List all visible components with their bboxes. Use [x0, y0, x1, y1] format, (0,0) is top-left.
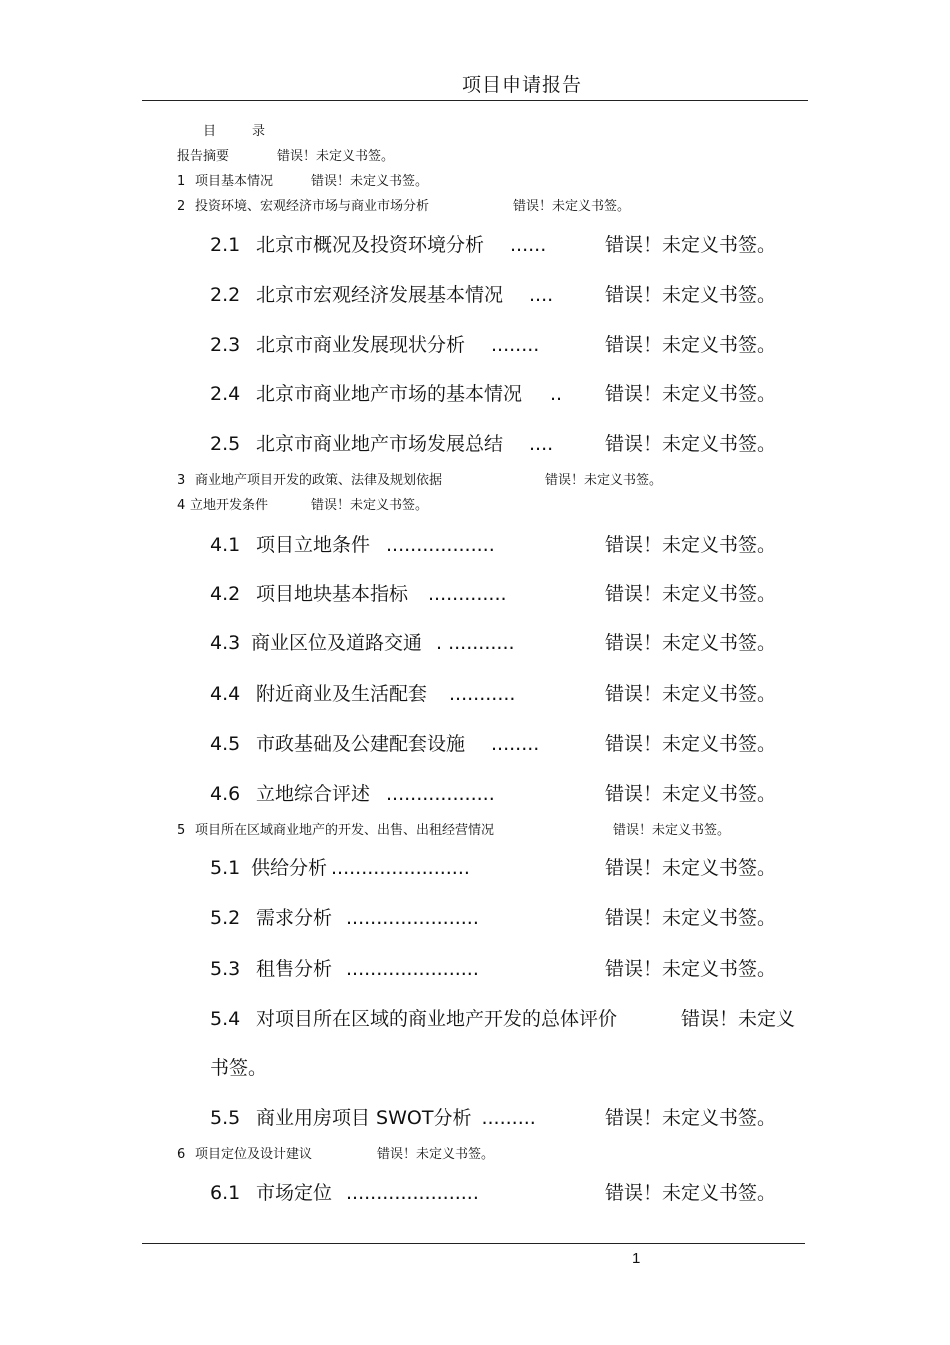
toc-entry[interactable] — [210, 779, 777, 806]
toc-entry-text: 项目地块基本指标 — [256, 583, 409, 605]
toc-entry-error: 错误！未定义书签。 — [605, 857, 777, 879]
toc-entry-number: 3 — [177, 473, 186, 488]
toc-entry-text: 北京市商业发展现状分析 — [256, 334, 466, 356]
toc-entry-error: 错误！未定义书签。 — [311, 498, 429, 513]
toc-entry-number: 4 — [177, 498, 186, 513]
toc-entry-leader: .................. — [386, 783, 495, 805]
toc-entry-error: 错误！未定义书签。 — [605, 1182, 777, 1204]
toc-entry-leader: ...................... — [346, 958, 479, 980]
toc-entry-text: 商业用房项目 SWOT分析 — [256, 1107, 472, 1129]
toc-entry-text: 北京市宏观经济发展基本情况 — [256, 284, 504, 306]
toc-entry-text: 项目基本情况 — [195, 174, 274, 189]
toc-entry-error: 错误！未定义书签。 — [605, 234, 777, 256]
toc-entry-number: 2.4 — [210, 383, 241, 405]
toc-entry[interactable] — [210, 954, 777, 981]
toc-entry-error: 错误！未定义书签。 — [605, 583, 777, 605]
toc-entry[interactable] — [210, 628, 777, 655]
toc-title-part1: 目 — [203, 124, 217, 139]
toc-entry-error-continued: 书签。 — [210, 1057, 268, 1079]
toc-entry-error: 错误！未定义书签。 — [605, 284, 777, 306]
toc-entry-number: 4.6 — [210, 783, 241, 805]
toc-entry-error: 错误！未定义书签。 — [377, 1147, 495, 1162]
toc-entry-number: 2.1 — [210, 234, 241, 256]
toc-entry[interactable] — [210, 230, 777, 257]
toc-entry[interactable] — [210, 679, 777, 706]
toc-entry-leader: ......... — [481, 1107, 536, 1129]
toc-entry[interactable] — [177, 170, 429, 189]
toc-entry-error: 错误！未定义书签。 — [605, 1107, 777, 1129]
toc-entry-error: 错误！未定义书签。 — [545, 473, 663, 488]
toc-entry-text: 项目所在区域商业地产的开发、出售、出租经营情况 — [195, 823, 495, 838]
toc-entry-error: 错误！未定义书签。 — [605, 632, 777, 654]
toc-entry-text: 商业区位及道路交通 — [251, 632, 423, 654]
toc-entry-number: 5.5 — [210, 1107, 241, 1129]
toc-entry-text: 北京市商业地产市场发展总结 — [256, 433, 504, 455]
toc-entry-text: 对项目所在区域的商业地产开发的总体评价 — [256, 1008, 618, 1030]
toc-entry-text: 报告摘要 — [177, 149, 230, 164]
toc-entry-text: 市场定位 — [256, 1182, 333, 1204]
toc-entry-leader: .... — [529, 433, 554, 455]
toc-entry-number: 6.1 — [210, 1182, 241, 1204]
toc-entry-leader: .. — [550, 383, 563, 405]
toc-entry-error: 错误！未定义书签。 — [605, 383, 777, 405]
toc-entry-number: 4.5 — [210, 733, 241, 755]
toc-entry[interactable] — [210, 729, 777, 756]
toc-entry-number: 2 — [177, 199, 186, 214]
header-rule — [142, 100, 808, 101]
toc-entry-leader: .... — [529, 284, 554, 306]
toc-entry[interactable] — [210, 530, 777, 557]
toc-entry[interactable] — [210, 903, 777, 930]
toc-title-part2: 录 — [252, 124, 266, 139]
toc-entry-leader: ...................... — [346, 1182, 479, 1204]
toc-entry-number: 4.1 — [210, 534, 241, 556]
toc-entry-leader: ........ — [491, 733, 540, 755]
toc-entry-number: 4.2 — [210, 583, 241, 605]
toc-entry[interactable] — [210, 1178, 777, 1205]
toc-entry[interactable] — [210, 579, 777, 606]
toc-entry-text: 供给分析 — [251, 857, 328, 879]
toc-entry-error: 错误！未定义书签。 — [513, 199, 631, 214]
toc-entry-number: 1 — [177, 174, 186, 189]
toc-entry-text: 北京市概况及投资环境分析 — [256, 234, 485, 256]
toc-entry-text: 投资环境、宏观经济市场与商业市场分析 — [195, 199, 430, 214]
toc-entry-text: 需求分析 — [256, 907, 333, 929]
toc-entry-number: 5.1 — [210, 857, 241, 879]
toc-entry-number: 6 — [177, 1147, 186, 1162]
toc-entry-number: 2.5 — [210, 433, 241, 455]
toc-entry-number: 2.3 — [210, 334, 241, 356]
toc-entry-error: 错误！未定义书签。 — [605, 433, 777, 455]
toc-entry[interactable] — [210, 429, 777, 456]
toc-entry[interactable] — [210, 853, 777, 880]
toc-entry-leader: ........ — [491, 334, 540, 356]
toc-entry[interactable] — [177, 494, 429, 513]
toc-entry[interactable] — [210, 1103, 777, 1130]
toc-entry-leader: ...................... — [346, 907, 479, 929]
toc-entry-number: 5 — [177, 823, 186, 838]
toc-title — [203, 120, 265, 139]
toc-entry-leader: ............. — [428, 583, 507, 605]
toc-entry-text: 商业地产项目开发的政策、法律及规划依据 — [195, 473, 443, 488]
toc-entry-error: 错误！未定义书签。 — [605, 534, 777, 556]
toc-entry-error: 错误！未定义书签。 — [605, 334, 777, 356]
toc-entry-number: 4.3 — [210, 632, 241, 654]
toc-entry-error: 错误！未定义 — [681, 1008, 796, 1030]
toc-entry[interactable] — [210, 330, 777, 357]
toc-entry-leader: ...... — [510, 234, 547, 256]
toc-entry-text: 附近商业及生活配套 — [256, 683, 428, 705]
toc-entry-error: 错误！未定义书签。 — [605, 783, 777, 805]
toc-entry-text: 租售分析 — [256, 958, 333, 980]
toc-entry-error: 错误！未定义书签。 — [277, 149, 395, 164]
toc-entry-text: 北京市商业地产市场的基本情况 — [256, 383, 523, 405]
toc-entry-text: 市政基础及公建配套设施 — [256, 733, 466, 755]
toc-entry-text: 项目立地条件 — [256, 534, 371, 556]
toc-entry[interactable] — [177, 1143, 495, 1162]
page-header-title: 项目申请报告 — [462, 74, 583, 96]
toc-entry[interactable] — [177, 195, 631, 214]
toc-entry[interactable] — [177, 469, 663, 488]
toc-entry-error: 错误！未定义书签。 — [605, 733, 777, 755]
toc-entry-number: 5.3 — [210, 958, 241, 980]
toc-entry[interactable] — [177, 145, 395, 164]
toc-entry[interactable] — [177, 819, 731, 838]
toc-entry-error: 错误！未定义书签。 — [605, 907, 777, 929]
toc-entry-number: 4.4 — [210, 683, 241, 705]
toc-entry[interactable] — [210, 1004, 796, 1031]
toc-entry-leader: ........... — [449, 683, 516, 705]
toc-entry-number: 5.4 — [210, 1008, 241, 1030]
toc-entry-leader: .................. — [386, 534, 495, 556]
toc-entry-leader: ....................... — [331, 857, 470, 879]
toc-entry-error: 错误！未定义书签。 — [605, 958, 777, 980]
footer-rule — [142, 1243, 805, 1244]
page-number: 1 — [632, 1250, 641, 1267]
toc-entry-text: 立地开发条件 — [190, 498, 269, 513]
toc-entry-text: 立地综合评述 — [256, 783, 371, 805]
toc-entry-error: 错误！未定义书签。 — [311, 174, 429, 189]
toc-entry-number: 5.2 — [210, 907, 241, 929]
toc-entry[interactable] — [210, 280, 777, 307]
toc-entry-error: 错误！未定义书签。 — [613, 823, 731, 838]
toc-entry-text: 项目定位及设计建议 — [195, 1147, 313, 1162]
toc-entry-error: 错误！未定义书签。 — [605, 683, 777, 705]
toc-entry[interactable] — [210, 379, 777, 406]
toc-entry-number: 2.2 — [210, 284, 241, 306]
toc-entry-leader: . ........... — [436, 632, 515, 654]
toc-entry-continuation — [210, 1053, 267, 1080]
